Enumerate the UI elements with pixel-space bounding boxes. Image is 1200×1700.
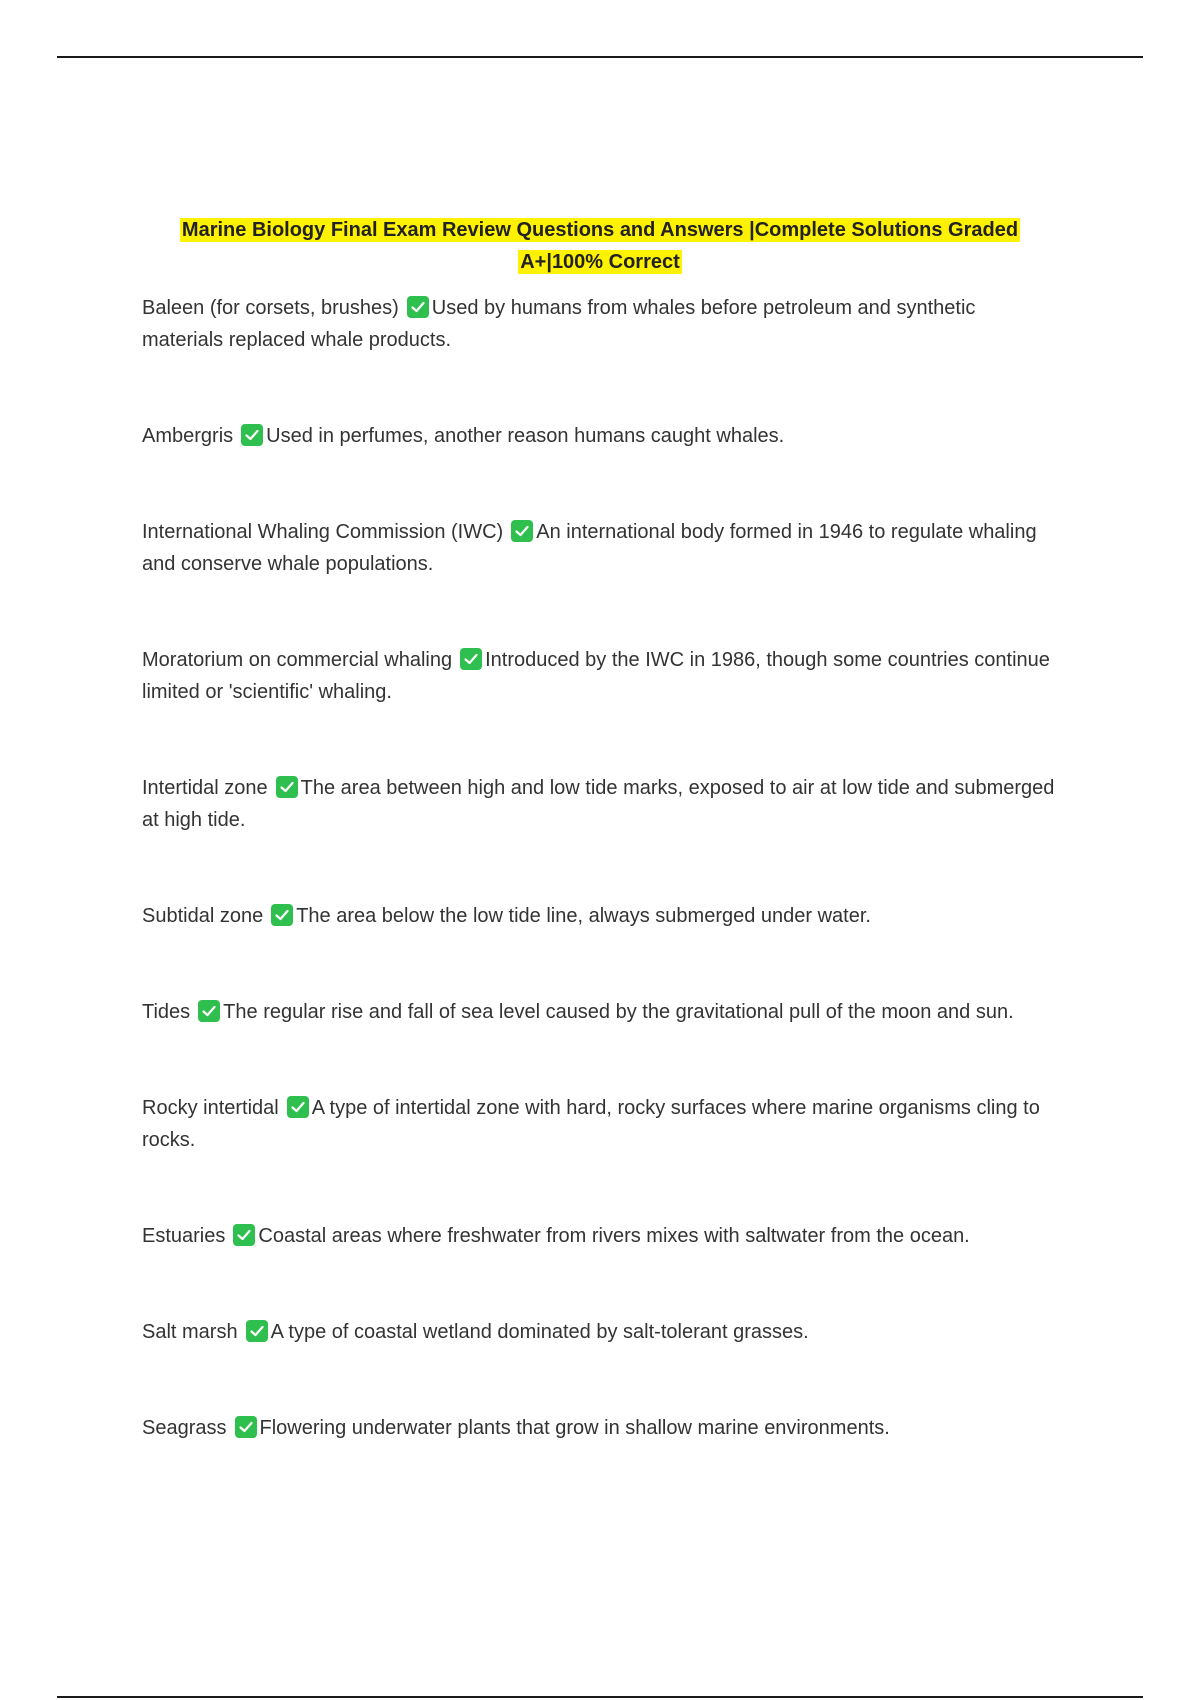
title-line-2: A+|100% Correct [520, 251, 680, 273]
green-checkmark-icon [407, 296, 429, 318]
qa-entry [142, 516, 1062, 580]
green-checkmark-icon [235, 1416, 257, 1438]
page-top-rule [57, 56, 1143, 58]
qa-definition: Introduced by the IWC in 1986, though some countries continue limited or 'scientific' whaling. [142, 649, 1050, 703]
qa-definition: The area between high and low tide marks, exposed to air at low tide and submerged at high tide. [142, 777, 1055, 831]
green-checkmark-icon [198, 1000, 220, 1022]
qa-definition: Coastal areas where freshwater from rivers mixes with saltwater from the ocean. [258, 1225, 970, 1247]
qa-term: Salt marsh [142, 1321, 238, 1343]
qa-entry [142, 772, 1062, 836]
qa-definition: A type of intertidal zone with hard, rocky surfaces where marine organisms cling to rocks. [142, 1097, 1040, 1151]
qa-entry [142, 1412, 1062, 1444]
qa-term: Intertidal zone [142, 777, 268, 799]
qa-term: International Whaling Commission (IWC) [142, 521, 504, 543]
qa-definition: The area below the low tide line, always submerged under water. [296, 905, 871, 927]
qa-term: Tides [142, 1001, 191, 1023]
qa-entry [142, 420, 1062, 452]
green-checkmark-icon [287, 1096, 309, 1118]
qa-entry [142, 644, 1062, 708]
qa-entry [142, 1220, 1062, 1252]
qa-definition: Used by humans from whales before petroleum and synthetic materials replaced whale products. [142, 297, 976, 351]
qa-list [142, 292, 1062, 1508]
document-title [100, 214, 1100, 278]
qa-definition: Flowering underwater plants that grow in shallow marine environments. [259, 1417, 890, 1439]
qa-term: Estuaries [142, 1225, 226, 1247]
qa-definition: The regular rise and fall of sea level caused by the gravitational pull of the moon and sun. [223, 1001, 1014, 1023]
green-checkmark-icon [246, 1320, 268, 1342]
title-line-1: Marine Biology Final Exam Review Questions and Answers |Complete Solutions Graded [181, 219, 1019, 241]
qa-definition: An international body formed in 1946 to regulate whaling and conserve whale populations. [142, 521, 1037, 575]
green-checkmark-icon [460, 648, 482, 670]
qa-term: Ambergris [142, 425, 234, 447]
qa-definition: Used in perfumes, another reason humans caught whales. [266, 425, 785, 447]
qa-term: Moratorium on commercial whaling [142, 649, 453, 671]
qa-term: Seagrass [142, 1417, 227, 1439]
qa-entry [142, 900, 1062, 932]
qa-entry [142, 1092, 1062, 1156]
page-bottom-rule [57, 1696, 1143, 1698]
green-checkmark-icon [511, 520, 533, 542]
green-checkmark-icon [271, 904, 293, 926]
qa-term: Rocky intertidal [142, 1097, 279, 1119]
qa-entry [142, 292, 1062, 356]
qa-definition: A type of coastal wetland dominated by salt-tolerant grasses. [270, 1321, 809, 1343]
qa-term: Baleen (for corsets, brushes) [142, 297, 399, 319]
qa-term: Subtidal zone [142, 905, 264, 927]
green-checkmark-icon [241, 424, 263, 446]
qa-entry [142, 996, 1062, 1028]
green-checkmark-icon [233, 1224, 255, 1246]
qa-entry [142, 1316, 1062, 1348]
green-checkmark-icon [276, 776, 298, 798]
